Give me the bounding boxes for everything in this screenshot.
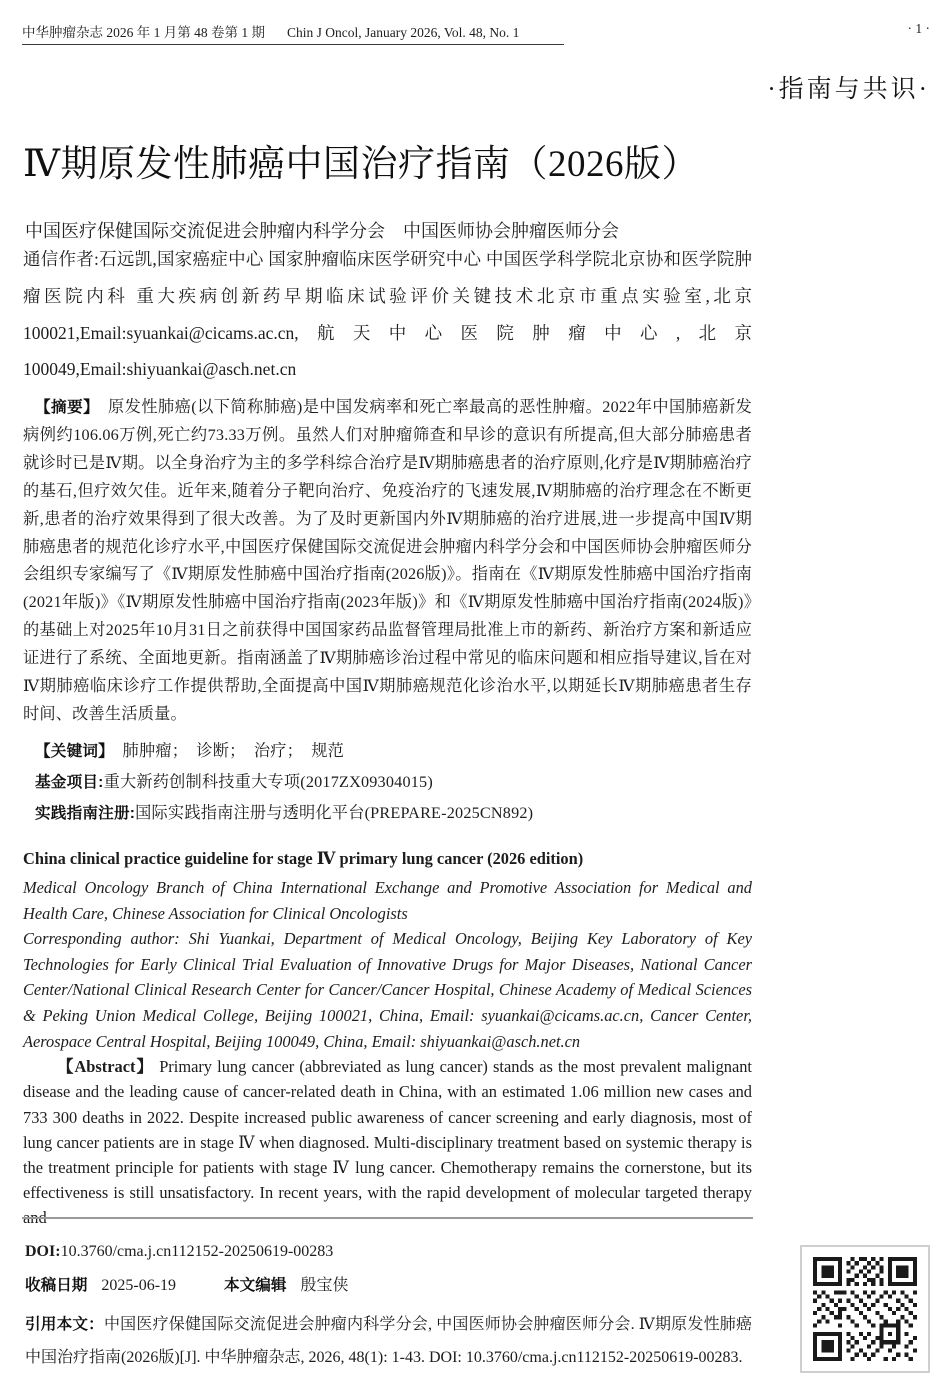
received-date: 2025-06-19 <box>101 1277 177 1294</box>
abstract-label-en: 【Abstract】 <box>57 1057 155 1077</box>
citation-line <box>25 1308 752 1374</box>
english-block <box>23 846 752 1231</box>
editor-name: 殷宝侠 <box>300 1277 349 1294</box>
doi-line <box>25 1240 752 1264</box>
doi-label: DOI: <box>25 1243 61 1260</box>
footnote-rule <box>22 1217 753 1219</box>
keywords-line <box>23 736 752 767</box>
abstract-block-cn <box>23 394 752 829</box>
editor-label: 本文编辑 <box>224 1277 287 1294</box>
received-editor-line <box>25 1274 752 1298</box>
abstract-cn <box>23 394 752 729</box>
article-title-en: China clinical practice guideline for stage Ⅳ primary lung cancer (2026 edition) <box>23 849 584 868</box>
correspondence-en: Corresponding author: Shi Yuankai, Department of Medical Oncology, Beijing Key Laboratory of Key Technologies for Early Clinical Trial Evaluation of Innovative Drugs for Major Diseases, National Cancer Center/National Clinical Research Center for Cancer/Cancer Hospital, Chinese Academy of Medical Sciences & Peking Union Medical College, Beijing 100021, China, Email: syuankai@cicams.ac.cn, Cancer Center, Aerospace Central Hospital, Beijing 100049, China, Email: shiyuankai@asch.net.cn <box>23 929 752 1051</box>
funding-label: 基金项目: <box>35 773 104 791</box>
section-tag: ·指南与共识· <box>767 76 930 103</box>
citation-label: 引用本文： <box>25 1316 104 1333</box>
author-groups-en: Medical Oncology Branch of China International Exchange and Promotive Association for Medical and Health Care, Chinese Association for Clinical Oncologists <box>23 878 752 923</box>
qr-code-frame <box>800 1245 930 1373</box>
correspondence-cn: 通信作者:石远凯,国家癌症中心 国家肿瘤临床医学研究中心 中国医学科学院北京协和医学院肿瘤医院内科 重大疾病创新药早期临床试验评价关键技术北京市重点实验室,北京100021,Email:syuankai@cicams.ac.cn,航天中心医院肿瘤中心,北京100049,Email:shiyuankai@asch.net.cn <box>23 249 752 380</box>
journal-title-cn: 中华肿瘤杂志 2026 年 1 月第 48 卷第 1 期 <box>22 25 265 40</box>
article-title-cn: Ⅳ期原发性肺癌中国治疗指南（2026版） <box>23 144 699 185</box>
header-rule <box>22 44 564 45</box>
keywords-label: 【关键词】 <box>35 742 107 760</box>
abstract-en <box>23 1054 752 1230</box>
registration-text: 国际实践指南注册与透明化平台(PREPARE-2025CN892) <box>135 803 534 822</box>
page-number: · 1 · <box>907 21 930 36</box>
abstract-label-cn: 【摘要】 <box>35 399 92 416</box>
funding-text: 重大新药创制科技重大专项(2017ZX09304015) <box>103 772 433 791</box>
funding-line <box>23 767 752 798</box>
registration-line <box>23 798 752 829</box>
footnote-block <box>25 1240 752 1374</box>
abstract-text-cn: 原发性肺癌(以下简称肺癌)是中国发病率和死亡率最高的恶性肿瘤。2022年中国肺癌新发病例约106.06万例,死亡约73.33万例。虽然人们对肿瘤筛查和早诊的意识有所提高,但大部分肺癌患者就诊时已是Ⅳ期。以全身治疗为主的多学科综合治疗是Ⅳ期肺癌患者的治疗原则,化疗是Ⅳ期肺癌治疗的基石,但疗效欠佳。近年来,随着分子靶向治疗、免疫治疗的飞速发展,Ⅳ期肺癌的治疗理念在不断更新,患者的治疗效果得到了很大改善。为了及时更新国内外Ⅳ期肺癌的治疗进展,进一步提高中国Ⅳ期肺癌患者的规范化诊疗水平,中国医疗保健国际交流促进会肿瘤内科学分会和中国医师协会肿瘤医师分会组织专家编写了《Ⅳ期原发性肺癌中国治疗指南(2026版)》。指南在《Ⅳ期原发性肺癌中国治疗指南(2021年版)》《Ⅳ期原发性肺癌中国治疗指南(2023年版)》和《Ⅳ期原发性肺癌中国治疗指南(2024版)》的基础上对2025年10月31日之前获得中国国家药品监督管理局批准上市的新药、新治疗方案和新适应证进行了系统、全面地更新。指南涵盖了Ⅳ期肺癌诊治过程中常见的临床问题和相应指导建议,旨在对Ⅳ期肺癌临床诊疗工作提供帮助,全面提高中国Ⅳ期肺癌规范化诊治水平,以期延长Ⅳ期肺癌患者生存时间、改善生活质量。 <box>23 398 752 723</box>
citation-text: 中国医疗保健国际交流促进会肿瘤内科学分会, 中国医师协会肿瘤医师分会. Ⅳ期原发性肺癌中国治疗指南(2026版)[J]. 中华肿瘤杂志, 2026, 48(1): 1-43. DOI: 10.3760/cma.j.cn112152-20250619-00283. <box>25 1316 752 1366</box>
author-groups-cn: 中国医疗保健国际交流促进会肿瘤内科学分会 中国医师协会肿瘤医师分会 <box>25 221 619 241</box>
doi-value: 10.3760/cma.j.cn112152-20250619-00283 <box>60 1243 334 1260</box>
running-head <box>22 21 930 41</box>
qr-code-icon <box>813 1257 917 1361</box>
journal-title-en: Chin J Oncol, January 2026, Vol. 48, No. 1 <box>287 25 520 40</box>
registration-label: 实践指南注册: <box>35 804 136 822</box>
journal-info <box>22 21 519 41</box>
received-label: 收稿日期 <box>25 1277 88 1294</box>
keywords-text: 肺肿瘤； 诊断； 治疗； 规范 <box>106 741 345 760</box>
abstract-text-en: Primary lung cancer (abbreviated as lung cancer) stands as the most prevalent malignant disease and the leading cause of cancer-related death in China, with an estimated 1.06 million new cases and 733 300 deaths in 2022. Despite increased public awareness of cancer screening and early diagnosis, most of lung cancer patients are in stage Ⅳ when diagnosed. Multi-disciplinary treatment based on systemic therapy is the treatment principle for patients with stage Ⅳ lung cancer. Chemotherapy remains the cornerstone, but its effectiveness is still unsatisfactory. In recent years, with the rapid development of molecular targeted therapy and <box>23 1057 752 1228</box>
